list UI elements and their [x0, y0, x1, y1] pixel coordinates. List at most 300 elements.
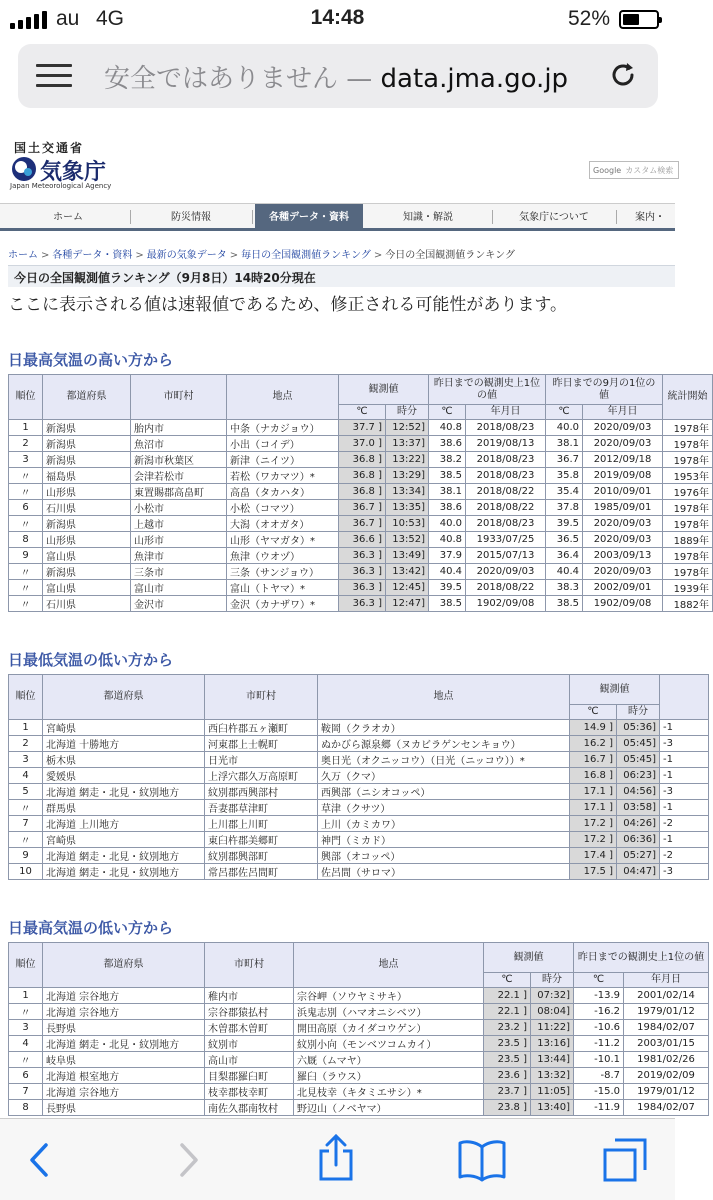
- table-cell: 山形県: [43, 532, 131, 548]
- table-cell: 17.4 ]: [570, 848, 617, 864]
- th-date: 年月日: [466, 405, 546, 420]
- table-cell: ぬかびら源泉郷（ヌカビラゲンセンキョウ）: [318, 736, 570, 752]
- table-cell: 開田高原（カイダコウゲン）: [294, 1020, 484, 1036]
- table-row: [9, 864, 709, 880]
- table-cell: 1902/09/08: [466, 596, 546, 612]
- table-cell: 1984/02/07: [624, 1020, 709, 1036]
- table-cell: -3: [660, 736, 709, 752]
- table-cell: 吾妻郡草津町: [205, 800, 318, 816]
- ministry-label: 国土交通省: [14, 141, 85, 155]
- table-cell: 1976年: [663, 484, 713, 500]
- search-placeholder: カスタム検索: [625, 166, 674, 175]
- table-cell: 5: [9, 784, 43, 800]
- th-deg: ℃: [429, 405, 466, 420]
- th-pref: 都道府県: [43, 943, 205, 988]
- table-max-high: [8, 374, 713, 612]
- table-cell: 05:45]: [617, 752, 660, 768]
- table-row: [9, 752, 709, 768]
- nav-about[interactable]: 気象庁について: [519, 212, 589, 223]
- th-point: 地点: [294, 943, 484, 988]
- url-domain: data.jma.go.jp: [380, 64, 569, 94]
- table-cell: 13:49]: [386, 548, 429, 564]
- table-cell: 1978年: [663, 516, 713, 532]
- table-cell: 浜鬼志別（ハマオニシベツ）: [294, 1004, 484, 1020]
- battery-percent: 52%: [568, 7, 611, 30]
- breadcrumb-daily-ranking[interactable]: 毎日の全国観測値ランキング: [241, 250, 371, 261]
- table-cell: 宮崎県: [43, 720, 205, 736]
- table-cell: 38.1: [546, 436, 583, 452]
- table-cell: 36.7 ]: [339, 500, 386, 516]
- table-cell: 38.5: [546, 596, 583, 612]
- table-cell: 稚内市: [205, 988, 294, 1004]
- th-point: 地点: [227, 375, 339, 420]
- table-cell: 39.5: [429, 580, 466, 596]
- breadcrumb-data[interactable]: 各種データ・資料: [52, 250, 133, 261]
- table-cell: -13.9: [574, 988, 624, 1004]
- table-cell: 魚津（ウオヅ）: [227, 548, 339, 564]
- table-cell: 1882年: [663, 596, 713, 612]
- table-cell: 三条市: [131, 564, 227, 580]
- table-cell: 山形（ヤマガタ）*: [227, 532, 339, 548]
- table-cell: 北海道 宗谷地方: [43, 988, 205, 1004]
- table-row: [9, 532, 713, 548]
- table-cell: 05:36]: [617, 720, 660, 736]
- table-cell: 1984/02/07: [624, 1100, 709, 1116]
- table-cell: 2020/09/03: [583, 420, 663, 436]
- table-cell: -1: [660, 720, 709, 736]
- table-cell: 05:27]: [617, 848, 660, 864]
- table-cell: 〃: [9, 516, 43, 532]
- table-cell: 北海道 十勝地方: [43, 736, 205, 752]
- table-cell: 4: [9, 1036, 43, 1052]
- table-cell: 〃: [9, 484, 43, 500]
- table-cell: -1: [660, 800, 709, 816]
- table-cell: 17.5 ]: [570, 864, 617, 880]
- table-cell: 1985/09/01: [583, 500, 663, 516]
- share-icon[interactable]: [316, 1133, 356, 1183]
- nav-disaster-info[interactable]: 防災情報: [171, 212, 211, 223]
- table-cell: 03:58]: [617, 800, 660, 816]
- table-cell: 北海道 網走・北見・紋別地方: [43, 1036, 205, 1052]
- table-cell: -2: [660, 816, 709, 832]
- table-row: [9, 580, 713, 596]
- table-cell: 04:26]: [617, 816, 660, 832]
- page-subtitle: 今日の全国観測値ランキング（9月8日）14時20分現在: [8, 265, 675, 287]
- table-cell: 17.1 ]: [570, 800, 617, 816]
- table-cell: 枝幸郡枝幸町: [205, 1084, 294, 1100]
- table-row: [9, 564, 713, 580]
- th-rank: 順位: [9, 675, 43, 720]
- table-cell: 高畠（タカハタ）: [227, 484, 339, 500]
- table-cell: 新潟県: [43, 564, 131, 580]
- table-cell: 23.5 ]: [484, 1052, 531, 1068]
- table-row: [9, 596, 713, 612]
- table-cell: 35.8: [546, 468, 583, 484]
- table-cell: 2003/09/13: [583, 548, 663, 564]
- table-cell: 08:04]: [531, 1004, 574, 1020]
- carrier-label: au: [56, 7, 80, 30]
- th-overflow: [660, 675, 709, 720]
- table-row: [9, 420, 713, 436]
- table-cell: 目梨郡羅臼町: [205, 1068, 294, 1084]
- table-cell: 神門（ミカド）: [318, 832, 570, 848]
- table-cell: 魚津市: [131, 548, 227, 564]
- table-cell: -1: [660, 752, 709, 768]
- table-row: [9, 1004, 709, 1020]
- table-cell: 山形市: [131, 532, 227, 548]
- th-city: 市町村: [205, 675, 318, 720]
- site-header: [0, 135, 675, 205]
- table-cell: 2020/09/03: [466, 564, 546, 580]
- table-cell: 2020/09/03: [583, 532, 663, 548]
- table-cell: 2020/09/03: [583, 564, 663, 580]
- table-row: [9, 1052, 709, 1068]
- browser-toolbar: [0, 1118, 675, 1200]
- table-row: [9, 768, 709, 784]
- table-cell: 23.7 ]: [484, 1084, 531, 1100]
- table-cell: 1: [9, 720, 43, 736]
- table-cell: 40.8: [429, 420, 466, 436]
- table-cell: 愛媛県: [43, 768, 205, 784]
- table-cell: 36.8 ]: [339, 484, 386, 500]
- table-cell: 〃: [9, 832, 43, 848]
- section-title-max-high: 日最高気温の高い方から: [8, 351, 174, 369]
- table-cell: 17.1 ]: [570, 784, 617, 800]
- table-cell: 東置賜郡高畠町: [131, 484, 227, 500]
- nav-data[interactable]: 各種データ・資料: [255, 204, 363, 231]
- table-cell: 12:47]: [386, 596, 429, 612]
- table-cell: 羅臼（ラウス）: [294, 1068, 484, 1084]
- table-cell: 22.1 ]: [484, 1004, 531, 1020]
- table-cell: 1981/02/26: [624, 1052, 709, 1068]
- table-cell: 17.2 ]: [570, 832, 617, 848]
- table-row: [9, 720, 709, 736]
- table-cell: 2001/02/14: [624, 988, 709, 1004]
- table-cell: 群馬県: [43, 800, 205, 816]
- table-cell: 05:45]: [617, 736, 660, 752]
- th-obs: 観測値: [339, 375, 429, 405]
- table-cell: 6: [9, 500, 43, 516]
- table-cell: -15.0: [574, 1084, 624, 1100]
- nav-knowledge[interactable]: 知識・解説: [403, 212, 453, 223]
- table-cell: 2018/08/22: [466, 500, 546, 516]
- table-cell: 中条（ナカジョウ）: [227, 420, 339, 436]
- table-cell: 高山市: [205, 1052, 294, 1068]
- table-cell: 36.5: [546, 532, 583, 548]
- table-cell: 〃: [9, 1052, 43, 1068]
- table-cell: 3: [9, 1020, 43, 1036]
- address-bar[interactable]: [18, 44, 658, 108]
- table-cell: 石川県: [43, 596, 131, 612]
- table-cell: 2018/08/23: [466, 452, 546, 468]
- nav-guide[interactable]: 案内・: [635, 212, 665, 223]
- table-cell: 35.4: [546, 484, 583, 500]
- th-city: 市町村: [131, 375, 227, 420]
- table-cell: 13:16]: [531, 1036, 574, 1052]
- table-row: [9, 784, 709, 800]
- th-hist: 昨日までの観測史上1位の値: [574, 943, 709, 973]
- table-cell: 上川郡上川町: [205, 816, 318, 832]
- search-brand: Google: [593, 166, 622, 175]
- status-bar: [0, 0, 675, 38]
- table-cell: 14.9 ]: [570, 720, 617, 736]
- th-deg: ℃: [570, 705, 617, 720]
- table-cell: 16.7 ]: [570, 752, 617, 768]
- table-cell: 上越市: [131, 516, 227, 532]
- table-row: [9, 1068, 709, 1084]
- table-cell: 草津（クサツ）: [318, 800, 570, 816]
- table-cell: 北海道 網走・北見・紋別地方: [43, 848, 205, 864]
- back-icon[interactable]: [26, 1141, 52, 1179]
- table-cell: 1: [9, 988, 43, 1004]
- agency-name[interactable]: 気象庁: [40, 160, 107, 185]
- table-cell: 鞍岡（クラオカ）: [318, 720, 570, 736]
- table-cell: 佐呂間（サロマ）: [318, 864, 570, 880]
- table-row: [9, 548, 713, 564]
- table-row: [9, 816, 709, 832]
- table-cell: -10.6: [574, 1020, 624, 1036]
- table-cell: 36.3 ]: [339, 580, 386, 596]
- table-cell: 宮崎県: [43, 832, 205, 848]
- table-cell: 日光市: [205, 752, 318, 768]
- table-cell: 野辺山（ノベヤマ）: [294, 1100, 484, 1116]
- table-cell: 紋別郡興部町: [205, 848, 318, 864]
- th-point: 地点: [318, 675, 570, 720]
- table-cell: 1978年: [663, 500, 713, 516]
- table-cell: 紋別市: [205, 1036, 294, 1052]
- table-cell: 大潟（オオガタ）: [227, 516, 339, 532]
- table-cell: 〃: [9, 596, 43, 612]
- table-cell: 小松市: [131, 500, 227, 516]
- th-obs: 観測値: [484, 943, 574, 973]
- table-cell: 13:22]: [386, 452, 429, 468]
- table-row: [9, 516, 713, 532]
- table-cell: 13:44]: [531, 1052, 574, 1068]
- table-cell: 11:22]: [531, 1020, 574, 1036]
- table-cell: 36.3 ]: [339, 596, 386, 612]
- bookmarks-icon[interactable]: [457, 1139, 507, 1181]
- table-cell: -10.1: [574, 1052, 624, 1068]
- table-cell: 37.9: [429, 548, 466, 564]
- table-cell: 17.2 ]: [570, 816, 617, 832]
- network-type: 4G: [96, 7, 125, 30]
- table-cell: 10:53]: [386, 516, 429, 532]
- table-cell: 2018/08/23: [466, 468, 546, 484]
- table-cell: 西臼杵郡五ヶ瀬町: [205, 720, 318, 736]
- table-cell: 36.3 ]: [339, 564, 386, 580]
- table-cell: 13:35]: [386, 500, 429, 516]
- table-cell: 12:45]: [386, 580, 429, 596]
- table-cell: 38.1: [429, 484, 466, 500]
- table-cell: 38.6: [429, 436, 466, 452]
- table-row: [9, 1020, 709, 1036]
- table-cell: 2: [9, 436, 43, 452]
- table-row: [9, 800, 709, 816]
- global-nav: [0, 203, 675, 231]
- th-rank: 順位: [9, 943, 43, 988]
- table-cell: 長野県: [43, 1100, 205, 1116]
- table-cell: 北海道 宗谷地方: [43, 1004, 205, 1020]
- table-cell: -3: [660, 784, 709, 800]
- table-cell: 1979/01/12: [624, 1084, 709, 1100]
- table-cell: 2010/09/01: [583, 484, 663, 500]
- table-cell: 6: [9, 1068, 43, 1084]
- table-cell: 東臼杵郡美郷町: [205, 832, 318, 848]
- insecure-label: 安全ではありません —: [104, 64, 373, 94]
- table-cell: 2003/01/15: [624, 1036, 709, 1052]
- table-cell: 13:42]: [386, 564, 429, 580]
- forward-icon[interactable]: [176, 1141, 202, 1179]
- table-cell: 06:23]: [617, 768, 660, 784]
- table-cell: -11.2: [574, 1036, 624, 1052]
- table-row: [9, 500, 713, 516]
- th-sep: 昨日までの9月の1位の値: [546, 375, 663, 405]
- th-pref: 都道府県: [43, 675, 205, 720]
- table-cell: 富山（トヤマ）*: [227, 580, 339, 596]
- table-cell: 13:34]: [386, 484, 429, 500]
- table-cell: 38.5: [429, 468, 466, 484]
- table-cell: 魚沼市: [131, 436, 227, 452]
- table-cell: 1939年: [663, 580, 713, 596]
- table-cell: 23.5 ]: [484, 1036, 531, 1052]
- table-cell: 2018/08/22: [466, 484, 546, 500]
- table-row: [9, 988, 709, 1004]
- table-cell: 10: [9, 864, 43, 880]
- nav-home[interactable]: ホーム: [53, 212, 83, 223]
- table-cell: 宗谷岬（ソウヤミサキ）: [294, 988, 484, 1004]
- table-cell: 2012/09/18: [583, 452, 663, 468]
- reload-icon[interactable]: [608, 60, 638, 90]
- table-cell: 36.8 ]: [339, 452, 386, 468]
- section-title-min-low: 日最低気温の低い方から: [8, 651, 174, 669]
- table-cell: 11:05]: [531, 1084, 574, 1100]
- table-max-low: [8, 942, 709, 1116]
- table-cell: 8: [9, 1100, 43, 1116]
- table-cell: 7: [9, 1084, 43, 1100]
- table-cell: 2020/09/03: [583, 516, 663, 532]
- th-hist: 昨日までの観測史上1位の値: [429, 375, 546, 405]
- table-cell: 1978年: [663, 452, 713, 468]
- table-cell: 北海道 上川地方: [43, 816, 205, 832]
- table-cell: 06:36]: [617, 832, 660, 848]
- table-cell: -1: [660, 768, 709, 784]
- table-cell: 40.0: [429, 516, 466, 532]
- th-rank: 順位: [9, 375, 43, 420]
- table-cell: 北海道 網走・北見・紋別地方: [43, 784, 205, 800]
- table-cell: 上川（カミカワ）: [318, 816, 570, 832]
- table-cell: 38.3: [546, 580, 583, 596]
- th-stat: 統計開始: [663, 375, 713, 420]
- url-text[interactable]: [104, 58, 594, 95]
- table-cell: 富山市: [131, 580, 227, 596]
- table-cell: 38.5: [429, 596, 466, 612]
- agency-name-en: Japan Meteorological Agency: [10, 182, 112, 190]
- table-cell: -8.7: [574, 1068, 624, 1084]
- table-cell: 〃: [9, 580, 43, 596]
- table-cell: 紋別小向（モンベツコムカイ）: [294, 1036, 484, 1052]
- table-cell: 9: [9, 548, 43, 564]
- table-row: [9, 1100, 709, 1116]
- table-cell: 新潟県: [43, 516, 131, 532]
- breadcrumb-latest[interactable]: 最新の気象データ: [146, 250, 227, 261]
- section-title-max-low: 日最高気温の低い方から: [8, 919, 174, 937]
- table-cell: 13:52]: [386, 532, 429, 548]
- table-cell: 36.4: [546, 548, 583, 564]
- table-cell: -16.2: [574, 1004, 624, 1020]
- table-cell: 2020/09/03: [583, 436, 663, 452]
- table-cell: 富山県: [43, 548, 131, 564]
- table-cell: 木曽郡木曽町: [205, 1020, 294, 1036]
- jma-logo-icon[interactable]: [10, 155, 38, 183]
- table-cell: -1: [660, 832, 709, 848]
- table-cell: 新津（ニイツ）: [227, 452, 339, 468]
- clock: 14:48: [310, 6, 365, 29]
- table-cell: 金沢市: [131, 596, 227, 612]
- table-cell: 23.6 ]: [484, 1068, 531, 1084]
- table-cell: 1953年: [663, 468, 713, 484]
- table-cell: 久万（クマ）: [318, 768, 570, 784]
- table-cell: 長野県: [43, 1020, 205, 1036]
- table-cell: 南佐久郡南牧村: [205, 1100, 294, 1116]
- table-cell: 2002/09/01: [583, 580, 663, 596]
- table-cell: 1978年: [663, 420, 713, 436]
- th-deg: ℃: [574, 973, 624, 988]
- table-cell: 奥日光（オクニッコウ）（日光（ニッコウ））*: [318, 752, 570, 768]
- table-cell: 37.0 ]: [339, 436, 386, 452]
- table-cell: 9: [9, 848, 43, 864]
- breadcrumb-current: 今日の全国観測値ランキング: [385, 250, 515, 261]
- th-time: 時分: [617, 705, 660, 720]
- table-cell: 栃木県: [43, 752, 205, 768]
- table-cell: 36.3 ]: [339, 548, 386, 564]
- table-row: [9, 436, 713, 452]
- table-cell: 4: [9, 768, 43, 784]
- search-input[interactable]: [589, 161, 679, 179]
- table-cell: 12:52]: [386, 420, 429, 436]
- table-cell: 1: [9, 420, 43, 436]
- table-cell: 三条（サンジョウ）: [227, 564, 339, 580]
- breadcrumb-home[interactable]: ホーム: [8, 250, 38, 261]
- table-cell: 36.6 ]: [339, 532, 386, 548]
- table-cell: 岐阜県: [43, 1052, 205, 1068]
- table-cell: 〃: [9, 468, 43, 484]
- table-cell: 北海道 網走・北見・紋別地方: [43, 864, 205, 880]
- tabs-icon[interactable]: [602, 1137, 648, 1183]
- table-cell: 2018/08/22: [466, 580, 546, 596]
- table-cell: 04:47]: [617, 864, 660, 880]
- table-cell: 小出（コイデ）: [227, 436, 339, 452]
- table-cell: 23.2 ]: [484, 1020, 531, 1036]
- table-cell: 河東郡上士幌町: [205, 736, 318, 752]
- table-cell: 04:56]: [617, 784, 660, 800]
- table-cell: 新潟県: [43, 452, 131, 468]
- table-cell: 8: [9, 532, 43, 548]
- table-cell: 40.8: [429, 532, 466, 548]
- table-cell: 36.7 ]: [339, 516, 386, 532]
- table-cell: 2018/08/23: [466, 516, 546, 532]
- table-cell: 13:37]: [386, 436, 429, 452]
- table-cell: 西興部（ニシオコッペ）: [318, 784, 570, 800]
- table-cell: 2018/08/23: [466, 420, 546, 436]
- table-cell: 38.2: [429, 452, 466, 468]
- table-row: [9, 1084, 709, 1100]
- table-cell: 2019/02/09: [624, 1068, 709, 1084]
- table-cell: 紋別郡西興部村: [205, 784, 318, 800]
- table-cell: 金沢（カナザワ）*: [227, 596, 339, 612]
- reader-menu-icon[interactable]: [36, 64, 72, 94]
- table-cell: 興部（オコッペ）: [318, 848, 570, 864]
- table-row: [9, 736, 709, 752]
